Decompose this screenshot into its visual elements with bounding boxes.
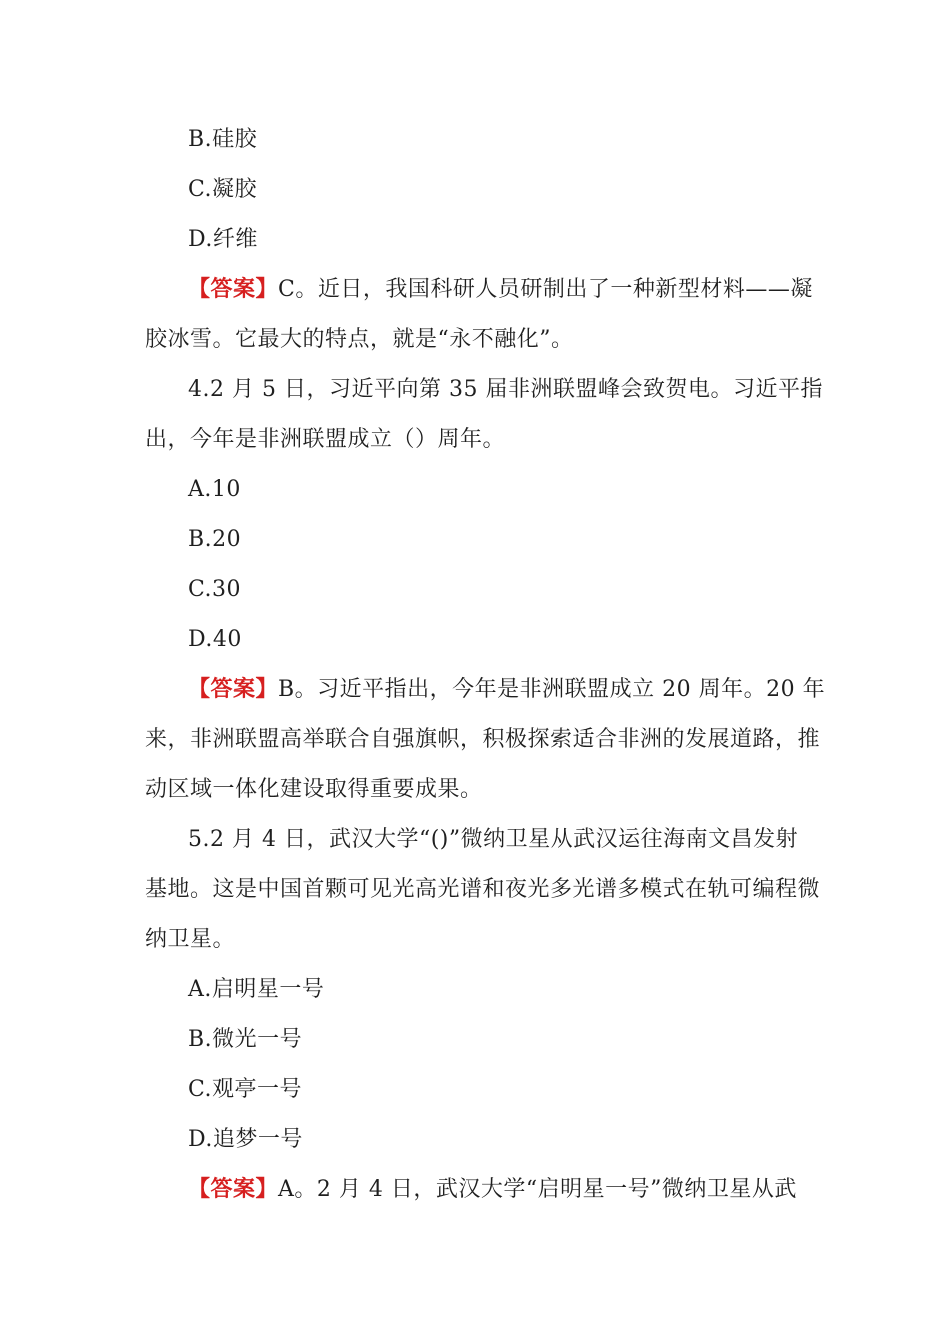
q5-answer-line-1 [188, 1175, 797, 1205]
q5-option-c: C.观亭一号 [188, 1077, 303, 1102]
q5-question-line-1: 5.2 月 4 日，武汉大学“()”微纳卫星从武汉运往海南文昌发射 [188, 827, 799, 852]
q4-answer-line-1 [188, 675, 825, 705]
q3-answer-line-1 [188, 275, 813, 305]
q4-option-b: B.20 [188, 527, 242, 552]
answer-label: 【答案】 [188, 1177, 279, 1202]
q4-answer-text: B。习近平指出，今年是非洲联盟成立 20 周年。20 年 [278, 677, 826, 702]
q3-option-b: B.硅胶 [188, 127, 258, 152]
q4-question-line-1: 4.2 月 5 日，习近平向第 35 届非洲联盟峰会致贺电。习近平指 [188, 377, 823, 402]
q3-answer-text: C。近日，我国科研人员研制出了一种新型材料——凝 [278, 277, 813, 302]
answer-label: 【答案】 [188, 277, 279, 302]
q4-option-c: C.30 [188, 577, 242, 602]
q5-question-line-3: 纳卫星。 [145, 927, 236, 952]
q5-answer-text: A。2 月 4 日，武汉大学“启明星一号”微纳卫星从武 [278, 1177, 797, 1202]
q3-answer-line-2: 胶冰雪。它最大的特点，就是“永不融化”。 [145, 327, 574, 352]
q4-question-line-2: 出，今年是非洲联盟成立（）周年。 [145, 427, 506, 452]
q4-answer-line-2: 来，非洲联盟高举联合自强旗帜，积极探索适合非洲的发展道路，推 [145, 727, 821, 752]
q4-option-a: A.10 [188, 477, 241, 502]
q3-option-c: C.凝胶 [188, 177, 258, 202]
q3-option-d: D.纤维 [188, 227, 258, 252]
answer-label: 【答案】 [188, 677, 279, 702]
q5-option-b: B.微光一号 [188, 1027, 303, 1052]
q4-answer-line-3: 动区域一体化建设取得重要成果。 [145, 777, 483, 802]
q5-question-line-2: 基地。这是中国首颗可见光高光谱和夜光多光谱多模式在轨可编程微 [145, 877, 821, 902]
q5-option-d: D.追梦一号 [188, 1127, 303, 1152]
q4-option-d: D.40 [188, 627, 242, 652]
q5-option-a: A.启明星一号 [188, 977, 325, 1002]
